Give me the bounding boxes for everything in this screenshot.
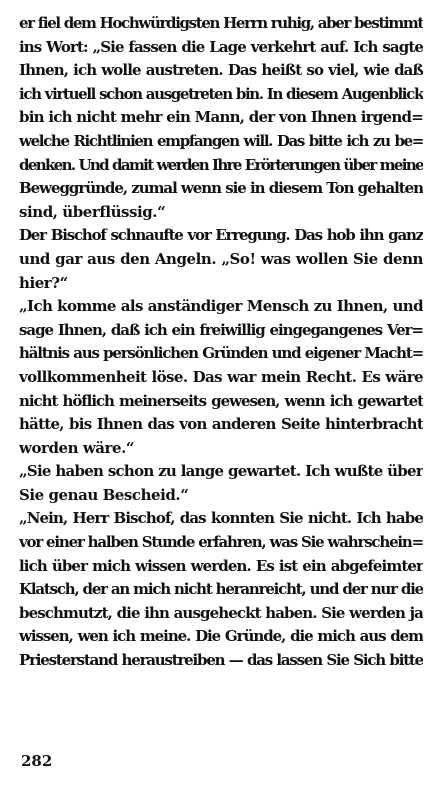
text-line: sage Ihnen, daß ich ein freiwillig eingegangenes Ver= bbox=[19, 320, 423, 339]
text-line: beschmutzt, die ihn ausgeheckt haben. Sie werden ja bbox=[19, 603, 423, 622]
text-line: hältnis aus persönlichen Gründen und eigener Macht= bbox=[19, 344, 423, 363]
text-line: „Ich komme als anständiger Mensch zu Ihnen, und bbox=[19, 297, 423, 316]
text-line: welche Richtlinien empfangen will. Das bitte ich zu be= bbox=[19, 131, 423, 150]
text-line: Beweggründe, zumal wenn sie in diesem Ton gehalten bbox=[19, 179, 423, 198]
text-line: Sie genau Bescheid.“ bbox=[19, 485, 189, 504]
text-line: sind, überflüssig.“ bbox=[19, 202, 166, 221]
text-line: und gar aus den Angeln. „So! was wollen Sie denn bbox=[19, 249, 423, 268]
body-text bbox=[19, 12, 423, 673]
text-line: ins Wort: „Sie fassen die Lage verkehrt auf. Ich sagte bbox=[19, 37, 423, 56]
text-line: lich über mich wissen werden. Es ist ein abgefeimter bbox=[19, 556, 423, 575]
text-line: Ihnen, ich wolle austreten. Das heißt so viel, wie daß bbox=[19, 61, 423, 80]
text-line: „Sie haben schon zu lange gewartet. Ich wußte über bbox=[19, 462, 423, 481]
text-line: ich virtuell schon ausgetreten bin. In diesem Augenblick bbox=[19, 84, 423, 103]
text-line: hätte, bis Ihnen das von anderen Seite hinterbracht bbox=[19, 415, 423, 434]
text-line: Priesterstand heraustreiben — das lassen Sie Sich bitte bbox=[19, 651, 423, 670]
text-line: Der Bischof schnaufte vor Erregung. Das hob ihn ganz bbox=[19, 226, 423, 245]
page-number: 282 bbox=[21, 752, 53, 770]
text-line: worden wäre.“ bbox=[19, 438, 135, 457]
text-line: vor einer halben Stunde erfahren, was Sie wahrschein= bbox=[19, 533, 423, 552]
text-line: Klatsch, der an mich nicht heranreicht, und der nur die bbox=[19, 580, 423, 599]
text-line: nicht höflich meinerseits gewesen, wenn ich gewartet bbox=[19, 391, 423, 410]
text-line: wissen, wen ich meine. Die Gründe, die mich aus dem bbox=[19, 627, 423, 646]
text-line: „Nein, Herr Bischof, das konnten Sie nicht. Ich habe bbox=[19, 509, 423, 528]
text-line: er fiel dem Hochwürdigsten Herrn ruhig, aber bestimmt bbox=[19, 14, 423, 32]
text-line: denken. Und damit werden Ihre Erörterungen über meine bbox=[19, 155, 423, 174]
text-line: hier?“ bbox=[19, 273, 68, 292]
text-line: bin ich nicht mehr ein Mann, der von Ihnen irgend= bbox=[19, 108, 423, 127]
text-line: vollkommenheit löse. Das war mein Recht. Es wäre bbox=[19, 367, 423, 386]
